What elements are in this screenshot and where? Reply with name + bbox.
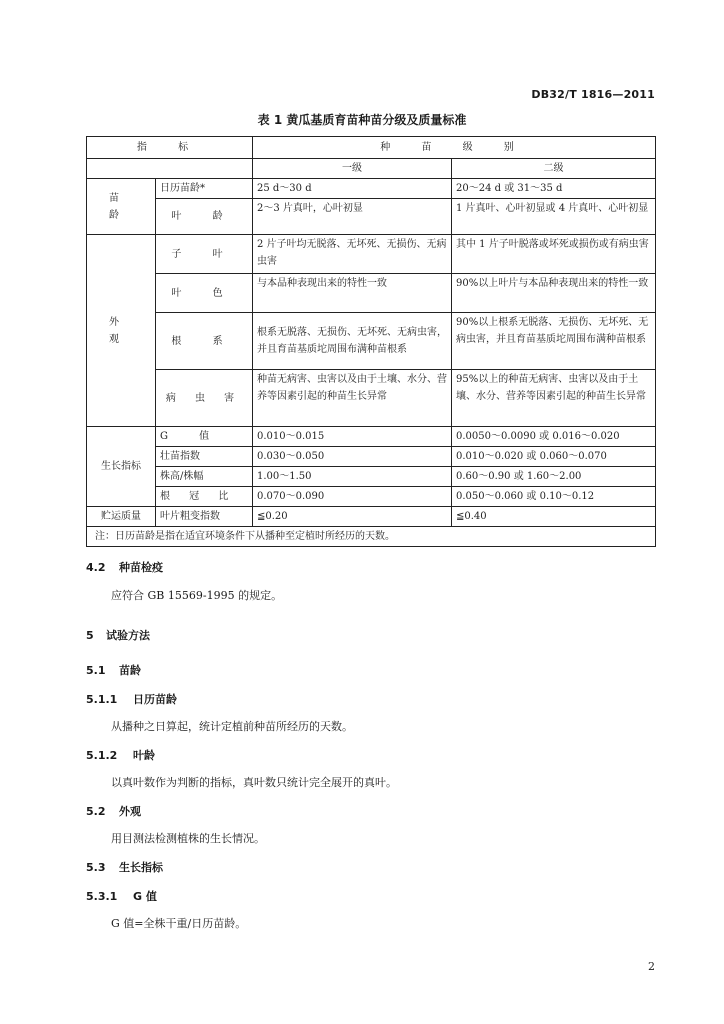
table-note-row bbox=[87, 527, 656, 547]
row-grade1: 2～3 片真叶，心叶初显 bbox=[253, 199, 452, 235]
table-header-row bbox=[87, 137, 656, 159]
section-heading: 4.2 种苗检疫 bbox=[86, 561, 163, 574]
row-item: 根 系 bbox=[156, 313, 253, 370]
row-item: 根 冠 比 bbox=[156, 487, 253, 507]
table-row bbox=[87, 199, 656, 235]
row-grade1: 与本品种表现出来的特性一致 bbox=[253, 274, 452, 313]
table-title: 表 1 黄瓜基质育苗种苗分级及质量标准 bbox=[257, 113, 467, 127]
row-grade2: 90%以上根系无脱落、无损伤、无坏死、无病虫害，并且育苗基质坨周围布满种苗根系 bbox=[452, 313, 656, 370]
row-grade2: 0.60～0.90 或 1.60～2.00 bbox=[452, 467, 656, 487]
section-heading: 5.3 生长指标 bbox=[86, 861, 163, 874]
row-grade1: 25 d～30 d bbox=[253, 179, 452, 199]
section-heading: 5.3.1 G 值 bbox=[86, 890, 157, 903]
section-heading: 5.1 苗龄 bbox=[86, 664, 141, 677]
row-item: 株高/株幅 bbox=[156, 467, 253, 487]
row-item: 叶片粗变指数 bbox=[156, 507, 253, 527]
row-grade2: 1 片真叶、心叶初显或 4 片真叶、心叶初显 bbox=[452, 199, 656, 235]
row-grade2: 90%以上叶片与本品种表现出来的特性一致 bbox=[452, 274, 656, 313]
grading-standard-table bbox=[86, 136, 656, 547]
row-grade2: 0.050～0.060 或 0.10～0.12 bbox=[452, 487, 656, 507]
table-row bbox=[87, 467, 656, 487]
header-grade2: 二级 bbox=[452, 159, 656, 179]
row-grade1: 种苗无病害、虫害以及由于土壤、水分、营养等因素引起的种苗生长异常 bbox=[253, 370, 452, 427]
subheader-empty bbox=[87, 159, 253, 179]
table-row bbox=[87, 507, 656, 527]
row-grade1: 1.00～1.50 bbox=[253, 467, 452, 487]
row-item: 叶 色 bbox=[156, 274, 253, 313]
row-grade1: 0.010～0.015 bbox=[253, 427, 452, 447]
row-item: 病 虫 害 bbox=[156, 370, 253, 427]
row-item: 子 叶 bbox=[156, 235, 253, 274]
table-row bbox=[87, 313, 656, 370]
section-heading: 5.1.2 叶龄 bbox=[86, 749, 155, 762]
section-heading: 5.1.1 日历苗龄 bbox=[86, 693, 177, 706]
section-paragraph: 应符合 GB 15569-1995 的规定。 bbox=[111, 589, 283, 602]
section-paragraph: G 值=全株干重/日历苗龄。 bbox=[111, 917, 247, 930]
row-item: 壮苗指数 bbox=[156, 447, 253, 467]
row-grade2: 20～24 d 或 31～35 d bbox=[452, 179, 656, 199]
table-row bbox=[87, 487, 656, 507]
table-row bbox=[87, 447, 656, 467]
header-indicator: 指 标 bbox=[87, 137, 253, 159]
row-grade1: ≦0.20 bbox=[253, 507, 452, 527]
section-paragraph: 用目测法检测植株的生长情况。 bbox=[111, 832, 265, 845]
section-heading: 5 试验方法 bbox=[86, 629, 150, 642]
table-row bbox=[87, 179, 656, 199]
row-grade2: 95%以上的种苗无病害、虫害以及由于土壤、水分、营养等因素引起的种苗生长异常 bbox=[452, 370, 656, 427]
table-row bbox=[87, 274, 656, 313]
page-number: 2 bbox=[648, 960, 655, 973]
header-grade1: 一级 bbox=[253, 159, 452, 179]
row-grade2: 0.0050～0.0090 或 0.016～0.020 bbox=[452, 427, 656, 447]
row-grade1: 根系无脱落、无损伤、无坏死、无病虫害，并且育苗基质坨周围布满种苗根系 bbox=[253, 313, 452, 370]
header-grade: 种 苗 级 别 bbox=[253, 137, 656, 159]
table-row bbox=[87, 370, 656, 427]
group-appearance: 外 观 bbox=[87, 235, 156, 427]
row-grade2: 0.010～0.020 或 0.060～0.070 bbox=[452, 447, 656, 467]
row-grade1: 0.070～0.090 bbox=[253, 487, 452, 507]
group-transport: 贮运质量 bbox=[87, 507, 156, 527]
section-paragraph: 从播种之日算起，统计定植前种苗所经历的天数。 bbox=[111, 720, 353, 733]
table-subheader-row bbox=[87, 159, 656, 179]
row-item: 日历苗龄* bbox=[156, 179, 253, 199]
row-grade2: ≦0.40 bbox=[452, 507, 656, 527]
document-code: DB32/T 1816—2011 bbox=[531, 88, 655, 101]
section-heading: 5.2 外观 bbox=[86, 805, 141, 818]
table-note: 注：日历苗龄是指在适宜环境条件下从播种至定植时所经历的天数。 bbox=[87, 527, 656, 547]
row-grade2: 其中 1 片子叶脱落或坏死或损伤或有病虫害 bbox=[452, 235, 656, 274]
group-growth: 生长指标 bbox=[87, 427, 156, 507]
table-row bbox=[87, 235, 656, 274]
table-row bbox=[87, 427, 656, 447]
section-paragraph: 以真叶数作为判断的指标，真叶数只统计完全展开的真叶。 bbox=[111, 776, 397, 789]
row-item: G 值 bbox=[156, 427, 253, 447]
row-grade1: 0.030～0.050 bbox=[253, 447, 452, 467]
row-grade1: 2 片子叶均无脱落、无坏死、无损伤、无病虫害 bbox=[253, 235, 452, 274]
row-item: 叶 龄 bbox=[156, 199, 253, 235]
group-seedling-age: 苗 龄 bbox=[87, 179, 156, 235]
